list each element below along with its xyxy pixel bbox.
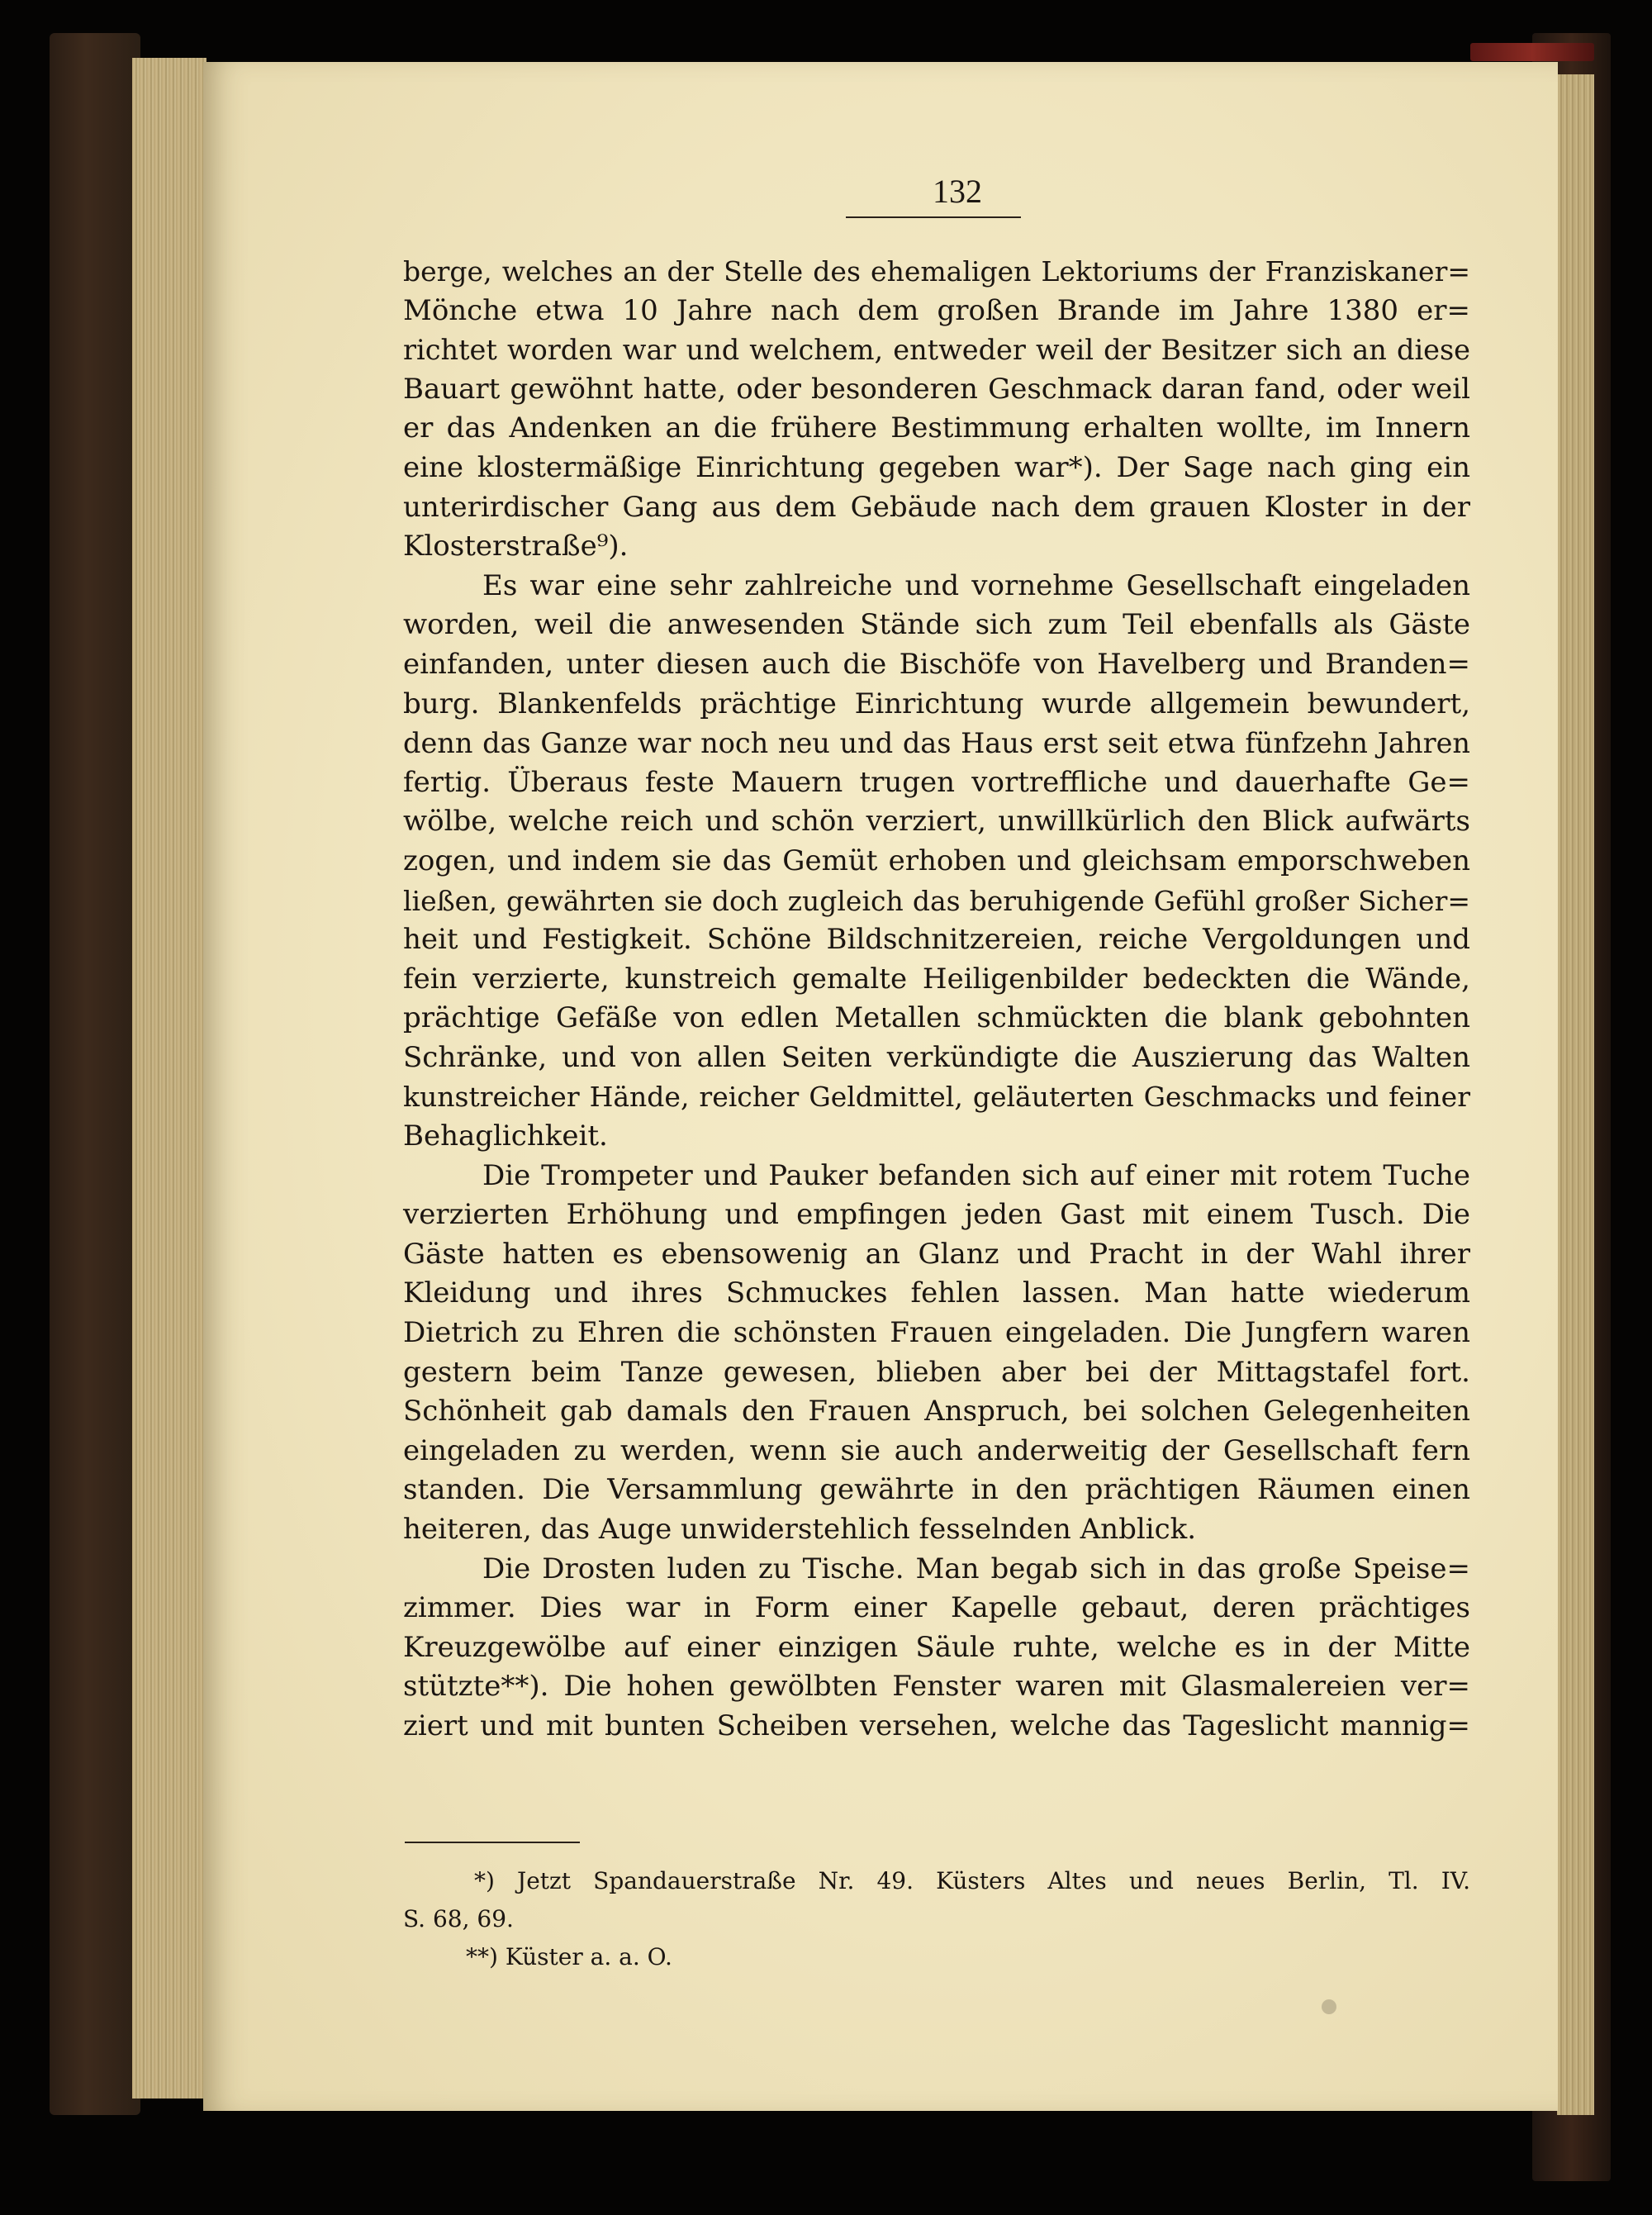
- text-line: denn das Ganze war noch neu und das Haus erst seit etwa fünfzehn Jahren: [403, 727, 1470, 760]
- text-line: Behaglichkeit.: [403, 1119, 608, 1153]
- page-edges-right: [1557, 74, 1594, 2115]
- text-line: Die Trompeter und Pauker befanden sich auf einer mit rotem Tuche: [482, 1158, 1470, 1192]
- text-line: heit und Festigkeit. Schöne Bildschnitzereien, reiche Vergoldungen und: [403, 923, 1470, 957]
- footnote-line: *) Jetzt Spandauerstraße Nr. 49. Küsters Altes und neues Berlin, Tl. IV.: [474, 1867, 1470, 1894]
- text-line: fertig. Überaus feste Mauern trugen vortreffliche und dauerhafte Ge=: [403, 765, 1470, 799]
- text-line: kunstreicher Hände, reicher Geldmittel, geläuterten Geschmacks und feiner: [403, 1081, 1470, 1114]
- book-cover-left: [50, 33, 140, 2115]
- page-number-rule: [846, 216, 1021, 218]
- text-line: zimmer. Dies war in Form einer Kapelle gebaut, deren prächtiges: [403, 1591, 1470, 1625]
- footnotes: [403, 1862, 1470, 1976]
- page-edges-left: [132, 58, 206, 2099]
- text-line: einfanden, unter diesen auch die Bischöfe von Havelberg und Branden=: [403, 647, 1470, 681]
- text-line: Schönheit gab damals den Frauen Anspruch, bei solchen Gelegenheiten: [403, 1395, 1470, 1428]
- text-line: unterirdischer Gang aus dem Gebäude nach dem grauen Kloster in der: [403, 490, 1470, 524]
- text-line: eine klostermäßige Einrichtung gegeben war*). Der Sage nach ging ein: [403, 450, 1470, 484]
- text-line: standen. Die Versammlung gewährte in den prächtigen Räumen einen: [403, 1473, 1470, 1507]
- text-line: Mönche etwa 10 Jahre nach dem großen Brande im Jahre 1380 er=: [403, 293, 1470, 327]
- text-line: Die Drosten luden zu Tische. Man begab sich in das große Speise=: [482, 1552, 1470, 1585]
- text-line: ziert und mit bunten Scheiben versehen, welche das Tageslicht mannig=: [403, 1709, 1470, 1742]
- text-line: stützte**). Die hohen gewölbten Fenster waren mit Glasmalereien ver=: [403, 1670, 1470, 1704]
- text-line: wölbe, welche reich und schön verziert, unwillkürlich den Blick aufwärts: [403, 805, 1470, 839]
- text-line: berge, welches an der Stelle des ehemaligen Lektoriums der Franziskaner=: [403, 255, 1470, 288]
- text-line: prächtige Gefäße von edlen Metallen schmückten die blank gebohnten: [403, 1001, 1470, 1035]
- text-line: Klosterstraße⁹).: [403, 530, 629, 563]
- footnote-line: S. 68, 69.: [403, 1905, 514, 1932]
- text-line: gestern beim Tanze gewesen, blieben aber bei der Mittagstafel fort.: [403, 1355, 1470, 1389]
- text-line: Gäste hatten es ebensowenig an Glanz und Pracht in der Wahl ihrer: [403, 1237, 1470, 1271]
- text-line: zogen, und indem sie das Gemüt erhoben und gleichsam emporschweben: [403, 844, 1470, 877]
- footnote-line: **) Küster a. a. O.: [466, 1943, 672, 1970]
- text-line: heiteren, das Auge unwiderstehlich fesselnden Anblick.: [403, 1513, 1197, 1546]
- text-line: fein verzierte, kunstreich gemalte Heiligenbilder bedeckten die Wände,: [403, 962, 1470, 996]
- text-line: Es war eine sehr zahlreiche und vornehme Gesellschaft eingeladen: [482, 568, 1470, 602]
- cover-red-mark: [1470, 43, 1594, 61]
- text-line: Schränke, und von allen Seiten verkündigte die Auszierung das Walten: [403, 1040, 1470, 1074]
- body-text: [403, 252, 1470, 1747]
- text-line: burg. Blankenfelds prächtige Einrichtung wurde allgemein bewundert,: [403, 687, 1470, 720]
- text-line: worden, weil die anwesenden Stände sich zum Teil ebenfalls als Gäste: [403, 608, 1470, 642]
- text-line: ließen, gewährten sie doch zugleich das beruhigende Gefühl großer Sicher=: [403, 884, 1470, 917]
- text-line: Bauart gewöhnt hatte, oder besonderen Geschmack daran fand, oder weil: [403, 372, 1470, 406]
- page-number: 132: [933, 173, 982, 210]
- text-line: eingeladen zu werden, wenn sie auch anderweitig der Gesellschaft fern: [403, 1433, 1470, 1467]
- paper-speck: [1322, 1999, 1336, 2014]
- text-line: Kreuzgewölbe auf einer einzigen Säule ruhte, welche es in der Mitte: [403, 1630, 1470, 1664]
- text-line: Kleidung und ihres Schmuckes fehlen lassen. Man hatte wiederum: [403, 1276, 1470, 1310]
- text-line: verzierten Erhöhung und empfingen jeden Gast mit einem Tusch. Die: [403, 1198, 1470, 1232]
- text-line: er das Andenken an die frühere Bestimmung erhalten wollte, im Innern: [403, 411, 1470, 445]
- text-line: richtet worden war und welchem, entweder weil der Besitzer sich an diese: [403, 334, 1470, 367]
- text-line: Dietrich zu Ehren die schönsten Frauen eingeladen. Die Jungfern waren: [403, 1316, 1470, 1350]
- footnote-rule: [405, 1842, 580, 1843]
